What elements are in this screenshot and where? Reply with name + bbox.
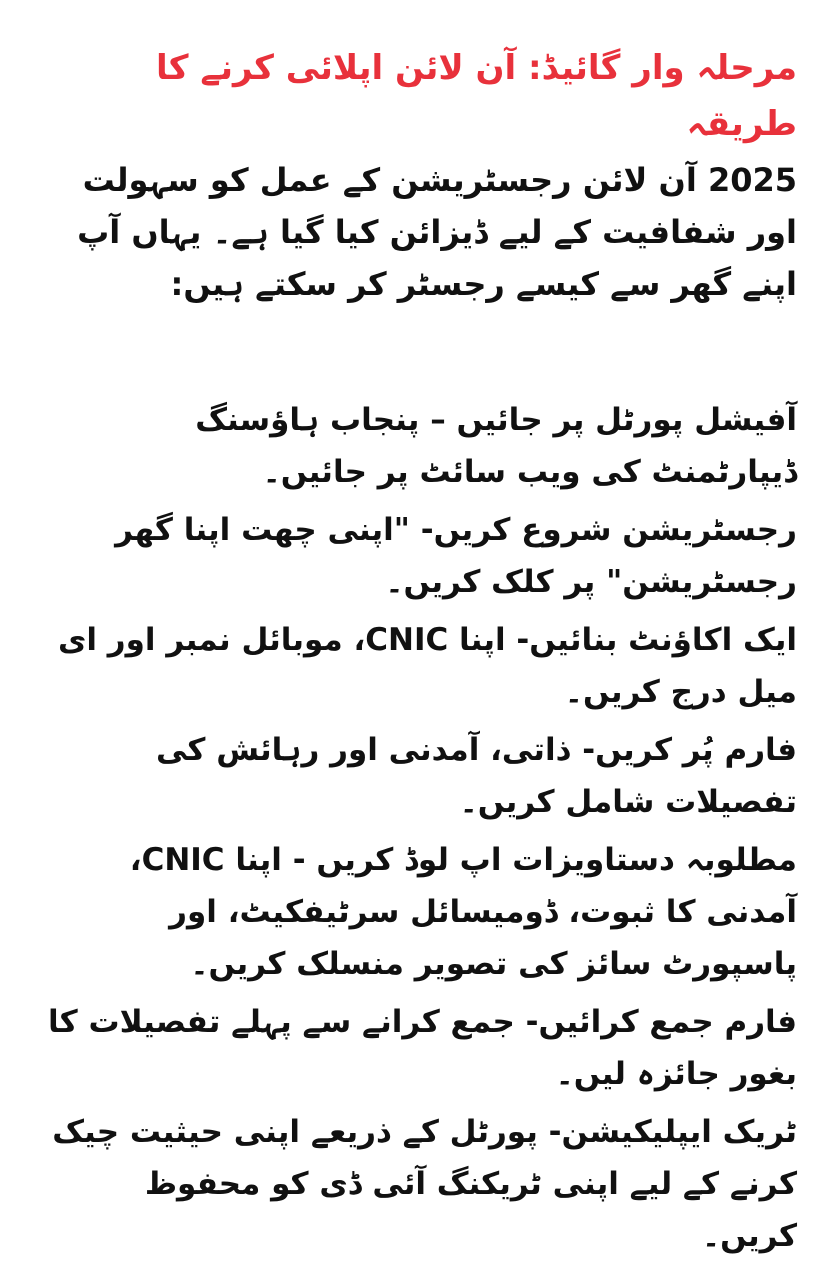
- step-upload-documents: مطلوبہ دستاویزات اپ لوڈ کریں - اپنا CNIC، آمدنی کا ثبوت، ڈومیسائل سرٹیفکیٹ، اور پاسپورٹ سائز کی تصویر منسلک کریں۔: [129, 842, 797, 982]
- step-submit-form: فارم جمع کرائیں- جمع کرانے سے پہلے تفصیلات کا بغور جائزہ لیں۔: [48, 1004, 797, 1092]
- page-title: مرحلہ وار گائیڈ: آن لائن اپلائی کرنے کا طریقہ: [155, 48, 797, 144]
- step-create-account: ایک اکاؤنٹ بنائیں- اپنا CNIC، موبائل نمبر اور ای میل درج کریں۔: [57, 622, 797, 710]
- step-fill-form: فارم پُر کریں- ذاتی، آمدنی اور رہائش کی تفصیلات شامل کریں۔: [156, 732, 797, 820]
- step-official-portal: آفیشل پورٹل پر جائیں – پنجاب ہاؤسنگ ڈیپارٹمنٹ کی ویب سائٹ پر جائیں۔: [195, 402, 797, 490]
- step-start-registration: رجسٹریشن شروع کریں- "اپنی چھت اپنا گھر رجسٹریشن" پر کلک کریں۔: [115, 512, 797, 600]
- step-track-application: ٹریک ایپلیکیشن- پورٹل کے ذریعے اپنی حیثیت چیک کرنے کے لیے اپنی ٹریکنگ آئی ڈی کو محفوظ کریں۔: [52, 1114, 797, 1254]
- steps-list: [40, 394, 797, 1262]
- section-spacer: [40, 310, 797, 394]
- intro-paragraph: 2025 آن لائن رجسٹریشن کے عمل کو سہولت اور شفافیت کے لیے ڈیزائن کیا گیا ہے۔ یہاں آپ اپنے گھر سے کیسے رجسٹر کر سکتے ہیں:: [77, 161, 797, 303]
